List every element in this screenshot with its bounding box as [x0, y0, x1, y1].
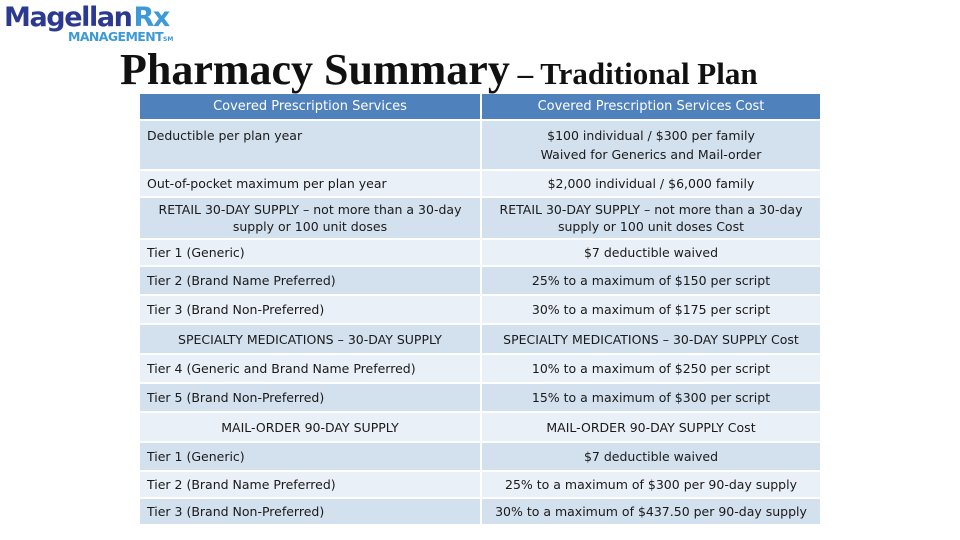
magellan-rx-logo — [4, 2, 174, 48]
logo-tagline-text: MANAGEMENT — [68, 29, 164, 44]
specialty-section-header — [140, 324, 820, 354]
mail-tier3-label: Tier 3 (Brand Non-Preferred) — [140, 498, 481, 525]
mail-tier1-value: $7 deductible waived — [481, 442, 820, 471]
specialty-tier5-label: Tier 5 (Brand Non-Preferred) — [140, 383, 481, 412]
retail-header-services: RETAIL 30-DAY SUPPLY – not more than a 30-day supply or 100 unit doses — [140, 197, 481, 239]
table-row-deductible — [140, 120, 820, 170]
mail-header-cost: MAIL-ORDER 90-DAY SUPPLY Cost — [481, 412, 820, 442]
table-row — [140, 266, 820, 295]
table-row — [140, 471, 820, 498]
mail-header-services: MAIL-ORDER 90-DAY SUPPLY — [140, 412, 481, 442]
table-row — [140, 354, 820, 383]
header-services: Covered Prescription Services — [140, 94, 481, 120]
retail-tier3-label: Tier 3 (Brand Non-Preferred) — [140, 295, 481, 324]
oop-value: $2,000 individual / $6,000 family — [481, 170, 820, 197]
deductible-value — [481, 120, 820, 170]
retail-tier1-label: Tier 1 (Generic) — [140, 239, 481, 266]
deductible-value-line1: $100 individual / $300 per family — [547, 128, 755, 143]
retail-header-cost: RETAIL 30-DAY SUPPLY – not more than a 30-day supply or 100 unit doses Cost — [481, 197, 820, 239]
page-title-sub: – Traditional Plan — [509, 56, 758, 91]
specialty-tier4-value: 10% to a maximum of $250 per script — [481, 354, 820, 383]
specialty-header-services: SPECIALTY MEDICATIONS – 30-DAY SUPPLY — [140, 324, 481, 354]
mail-tier3-value: 30% to a maximum of $437.50 per 90-day supply — [481, 498, 820, 525]
retail-tier2-label: Tier 2 (Brand Name Preferred) — [140, 266, 481, 295]
specialty-tier4-label: Tier 4 (Generic and Brand Name Preferred) — [140, 354, 481, 383]
table-row — [140, 442, 820, 471]
retail-tier2-value: 25% to a maximum of $150 per script — [481, 266, 820, 295]
logo-brand-rx: Rx — [133, 2, 169, 33]
oop-label: Out-of-pocket maximum per plan year — [140, 170, 481, 197]
retail-tier3-value: 30% to a maximum of $175 per script — [481, 295, 820, 324]
page-title-main: Pharmacy Summary — [120, 45, 510, 94]
specialty-header-cost: SPECIALTY MEDICATIONS – 30-DAY SUPPLY Cost — [481, 324, 820, 354]
table-row — [140, 295, 820, 324]
table-header-row — [140, 94, 820, 120]
retail-section-header — [140, 197, 820, 239]
mail-tier2-label: Tier 2 (Brand Name Preferred) — [140, 471, 481, 498]
logo-brand-magellan: Magellan — [4, 2, 132, 33]
deductible-value-line2: Waived for Generics and Mail-order — [540, 147, 762, 162]
header-cost: Covered Prescription Services Cost — [481, 94, 820, 120]
mail-tier2-value: 25% to a maximum of $300 per 90-day supply — [481, 471, 820, 498]
table-row — [140, 383, 820, 412]
retail-tier1-value: $7 deductible waived — [481, 239, 820, 266]
mail-tier1-label: Tier 1 (Generic) — [140, 442, 481, 471]
table-row — [140, 239, 820, 266]
mail-section-header — [140, 412, 820, 442]
pharmacy-summary-table — [140, 94, 820, 526]
specialty-tier5-value: 15% to a maximum of $300 per script — [481, 383, 820, 412]
logo-service-mark: SM — [163, 36, 174, 43]
table-row — [140, 498, 820, 525]
table-row-oop — [140, 170, 820, 197]
deductible-label: Deductible per plan year — [140, 120, 481, 170]
